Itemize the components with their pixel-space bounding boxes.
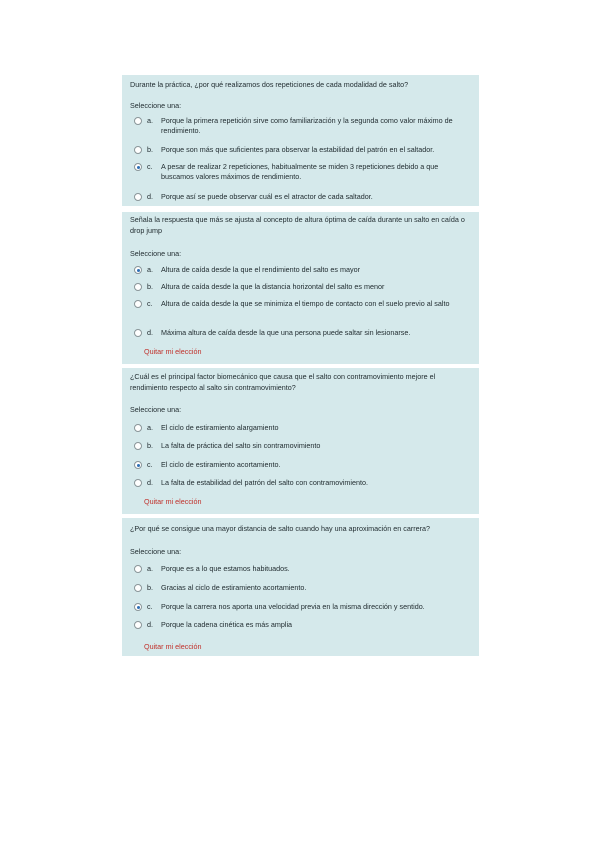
radio-button[interactable] bbox=[134, 442, 142, 450]
option-text: Porque así se puede observar cuál es el atractor de cada saltador. bbox=[161, 192, 373, 201]
radio-button[interactable] bbox=[134, 479, 142, 487]
option-letter: a. bbox=[147, 564, 153, 573]
option-letter: b. bbox=[147, 145, 153, 154]
option-text: Porque la cadena cinética es más amplia bbox=[161, 620, 293, 629]
clear-choice-link[interactable]: Quitar mi elección bbox=[144, 642, 202, 651]
option-d[interactable] bbox=[134, 478, 473, 496]
option-text: La falta de práctica del salto sin contramovimiento bbox=[161, 441, 321, 450]
radio-button-selected[interactable] bbox=[134, 266, 142, 274]
radio-button[interactable] bbox=[134, 300, 142, 308]
option-text: Altura de caída desde la que la distancia horizontal del salto es menor bbox=[161, 282, 385, 291]
option-text: Altura de caída desde la que el rendimiento del salto es mayor bbox=[161, 265, 360, 274]
option-text: Altura de caída desde la que se minimiza el tiempo de contacto con el suelo previo al salto bbox=[161, 299, 450, 308]
option-d[interactable] bbox=[134, 328, 473, 346]
clear-choice-link[interactable]: Quitar mi elección bbox=[144, 347, 202, 356]
option-text: Porque son más que suficientes para observar la estabilidad del patrón en el saltador. bbox=[161, 145, 435, 154]
question-card-4 bbox=[122, 518, 479, 656]
radio-button[interactable] bbox=[134, 621, 142, 629]
option-letter: b. bbox=[147, 282, 153, 291]
question-text: Durante la práctica, ¿por qué realizamos dos repeticiones de cada modalidad de salto? bbox=[130, 80, 409, 89]
option-text: El ciclo de estiramiento acortamiento. bbox=[161, 460, 281, 469]
question-card-2 bbox=[122, 212, 479, 364]
radio-button-selected[interactable] bbox=[134, 461, 142, 469]
option-c[interactable] bbox=[134, 299, 473, 317]
question-card-3 bbox=[122, 368, 479, 514]
option-d[interactable] bbox=[134, 192, 473, 210]
option-letter: d. bbox=[147, 328, 153, 337]
option-text: Porque es a lo que estamos habituados. bbox=[161, 564, 290, 573]
option-c[interactable] bbox=[134, 602, 473, 620]
option-a[interactable] bbox=[134, 423, 473, 441]
option-c[interactable] bbox=[134, 460, 473, 478]
question-text: Señala la respuesta que más se ajusta al concepto de altura óptima de caída durante un salto en caída o drop jump bbox=[130, 215, 465, 235]
option-letter: d. bbox=[147, 478, 153, 487]
option-c[interactable] bbox=[134, 162, 473, 180]
radio-button[interactable] bbox=[134, 283, 142, 291]
option-a[interactable] bbox=[134, 265, 473, 283]
question-text: ¿Cuál es el principal factor biomecánico que causa que el salto con contramovimiento mejore el rendimiento respecto al salto sin contramovimiento? bbox=[130, 372, 436, 392]
select-one-label: Seleccione una: bbox=[130, 405, 182, 414]
question-card-1 bbox=[122, 75, 479, 206]
select-one-label: Seleccione una: bbox=[130, 101, 182, 110]
option-b[interactable] bbox=[134, 282, 473, 300]
option-b[interactable] bbox=[134, 583, 473, 601]
option-text: Máxima altura de caída desde la que una persona puede saltar sin lesionarse. bbox=[161, 328, 411, 337]
option-letter: a. bbox=[147, 265, 153, 274]
option-letter: c. bbox=[147, 299, 153, 308]
option-text: Porque la primera repetición sirve como familiarización y la segunda como valor máximo de rendimiento. bbox=[161, 116, 453, 135]
option-text: A pesar de realizar 2 repeticiones, habitualmente se miden 3 repeticiones debido a que buscamos valores máximos de rendimiento. bbox=[161, 162, 439, 181]
option-letter: c. bbox=[147, 162, 153, 171]
select-one-label: Seleccione una: bbox=[130, 249, 182, 258]
option-letter: a. bbox=[147, 116, 153, 125]
clear-choice-link[interactable]: Quitar mi elección bbox=[144, 497, 202, 506]
option-text: El ciclo de estiramiento alargamiento bbox=[161, 423, 279, 432]
option-text: Gracias al ciclo de estiramiento acortamiento. bbox=[161, 583, 307, 592]
radio-button[interactable] bbox=[134, 193, 142, 201]
radio-button-selected[interactable] bbox=[134, 163, 142, 171]
option-text: Porque la carrera nos aporta una velocidad previa en la misma dirección y sentido. bbox=[161, 602, 425, 611]
option-letter: c. bbox=[147, 602, 153, 611]
option-b[interactable] bbox=[134, 145, 473, 163]
option-b[interactable] bbox=[134, 441, 473, 459]
option-a[interactable] bbox=[134, 116, 473, 134]
option-letter: d. bbox=[147, 620, 153, 629]
option-letter: b. bbox=[147, 441, 153, 450]
option-a[interactable] bbox=[134, 564, 473, 582]
radio-button[interactable] bbox=[134, 117, 142, 125]
question-text: ¿Por qué se consigue una mayor distancia de salto cuando hay una aproximación en carrera? bbox=[130, 524, 431, 533]
select-one-label: Seleccione una: bbox=[130, 547, 182, 556]
option-letter: d. bbox=[147, 192, 153, 201]
radio-button[interactable] bbox=[134, 329, 142, 337]
option-text: La falta de estabilidad del patrón del salto con contramovimiento. bbox=[161, 478, 368, 487]
option-letter: b. bbox=[147, 583, 153, 592]
radio-button[interactable] bbox=[134, 424, 142, 432]
option-letter: c. bbox=[147, 460, 153, 469]
option-d[interactable] bbox=[134, 620, 473, 638]
radio-button[interactable] bbox=[134, 584, 142, 592]
option-letter: a. bbox=[147, 423, 153, 432]
radio-button-selected[interactable] bbox=[134, 603, 142, 611]
radio-button[interactable] bbox=[134, 565, 142, 573]
radio-button[interactable] bbox=[134, 146, 142, 154]
